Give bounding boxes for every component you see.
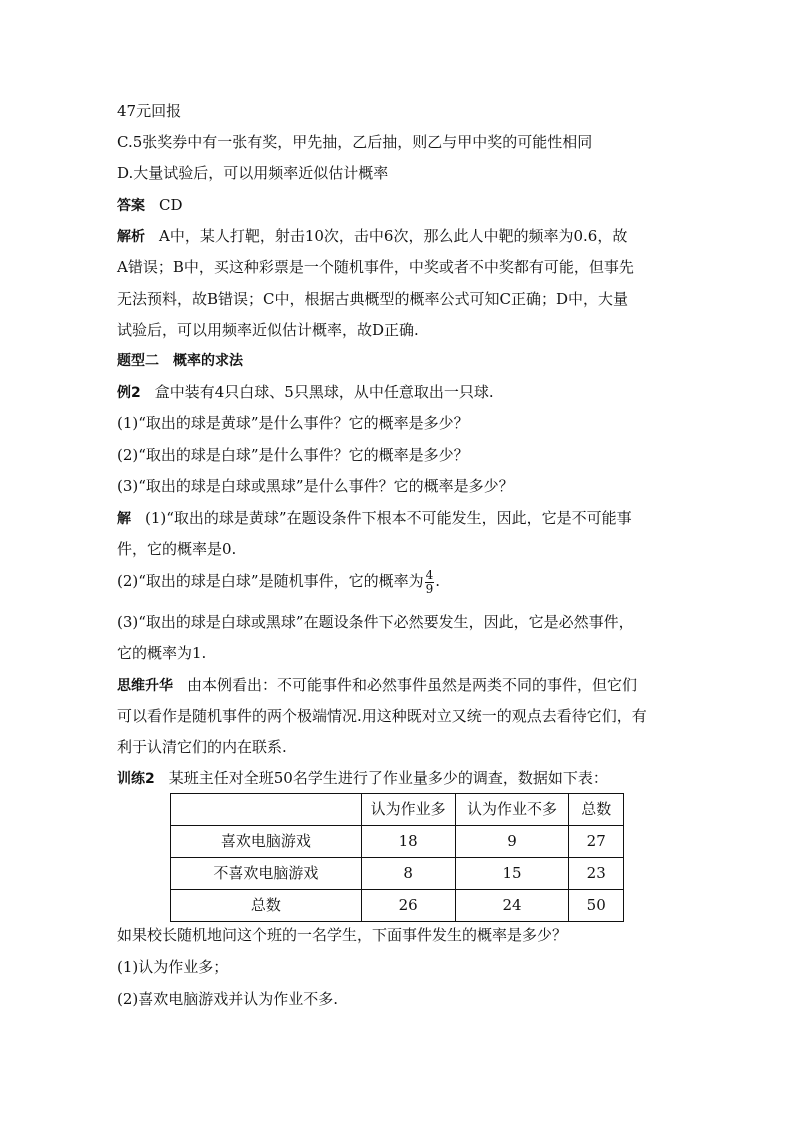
table-row: [171, 826, 624, 858]
analysis-text: 试验后，可以用频率近似估计概率，故D正确.: [117, 321, 419, 339]
question-1: (1)“取出的球是黄球”是什么事件？它的概率是多少？: [117, 414, 469, 432]
answer-label: 答案: [117, 198, 145, 214]
table-cell: 24: [455, 890, 569, 922]
option-c: C.5张奖券中有一张有奖，甲先抽，乙后抽，则乙与甲中奖的可能性相同: [117, 133, 593, 151]
analysis-text: A错误；B中，买这种彩票是一个随机事件，中奖或者不中奖都有可能，但事先: [117, 258, 634, 276]
table-cell: 不喜欢电脑游戏: [171, 858, 362, 890]
table-header-cell: [171, 794, 362, 826]
solution-text: (2)“取出的球是白球”是随机事件，它的概率为: [117, 572, 424, 590]
text-line: 47元回报: [117, 102, 182, 120]
question-3: (3)“取出的球是白球或黑球”是什么事件？它的概率是多少？: [117, 477, 514, 495]
table-cell: 8: [361, 858, 455, 890]
analysis-text: A中，某人打靶，射击10次，击中6次，那么此人中靶的频率为0.6，故: [159, 227, 628, 245]
table-cell: 23: [569, 858, 624, 890]
thought-line: [117, 670, 677, 702]
fraction-numerator: 4: [425, 567, 434, 582]
analysis-label: 解析: [117, 229, 145, 245]
training-line: [117, 763, 677, 795]
survey-table: [170, 793, 624, 922]
solution-text: (3)“取出的球是白球或黑球”在题设条件下必然要发生，因此，它是必然事件，: [117, 613, 634, 631]
table-cell: 26: [361, 890, 455, 922]
solution-text: 件，它的概率是0.: [117, 540, 237, 558]
table-cell: 9: [455, 826, 569, 858]
table-cell: 50: [569, 890, 624, 922]
analysis-text: 无法预料，故B错误；C中，根据古典概型的概率公式可知C正确；D中，大量: [117, 290, 629, 308]
option-d: D.大量试验后，可以用频率近似估计概率: [117, 164, 389, 182]
analysis-line: [117, 221, 677, 253]
fraction-denominator: 9: [425, 581, 434, 596]
table-header-cell: 认为作业多: [361, 794, 455, 826]
table-row: [171, 890, 624, 922]
example-text: 盒中装有4只白球、5只黑球，从中任意取出一只球.: [154, 383, 494, 401]
training-text: 某班主任对全班50名学生进行了作业量多少的调查，数据如下表：: [168, 769, 608, 787]
solution-line: [117, 503, 677, 535]
thought-text: 可以看作是随机事件的两个极端情况.用这种既对立又统一的观点去看待它们，有: [117, 707, 647, 725]
table-header-cell: 总数: [569, 794, 624, 826]
table-cell: 15: [455, 858, 569, 890]
table-cell: 18: [361, 826, 455, 858]
question-2: (2)“取出的球是白球”是什么事件？它的概率是多少？: [117, 446, 469, 464]
solution-text: (1)“取出的球是黄球”在题设条件下根本不可能发生，因此，它是不可能事: [145, 509, 632, 527]
fraction: [425, 569, 435, 596]
table-header-row: [171, 794, 624, 826]
followup-question-1: (1)认为作业多；: [117, 958, 229, 976]
table-header-cell: 认为作业不多: [455, 794, 569, 826]
solution-text: .: [435, 572, 441, 590]
table-cell: 喜欢电脑游戏: [171, 826, 362, 858]
example-line: [117, 377, 677, 409]
training-label: 训练2: [117, 771, 155, 787]
table-row: [171, 858, 624, 890]
followup-text: 如果校长随机地问这个班的一名学生，下面事件发生的概率是多少？: [117, 926, 568, 944]
solution-text: 它的概率为1.: [117, 644, 207, 662]
solution-label: 解: [117, 511, 131, 527]
followup-question-2: (2)喜欢电脑游戏并认为作业不多.: [117, 990, 339, 1008]
answer-value: CD: [159, 196, 183, 214]
table-cell: 27: [569, 826, 624, 858]
thought-text: 由本例看出：不可能事件和必然事件虽然是两类不同的事件，但它们: [187, 676, 638, 694]
thought-label: 思维升华: [117, 678, 173, 694]
section-title: 题型二 概率的求法: [117, 353, 243, 369]
solution-2: [117, 566, 677, 597]
table-cell: 总数: [171, 890, 362, 922]
answer-line: [117, 190, 677, 222]
example-label: 例2: [117, 385, 141, 401]
thought-text: 利于认清它们的内在联系.: [117, 738, 287, 756]
